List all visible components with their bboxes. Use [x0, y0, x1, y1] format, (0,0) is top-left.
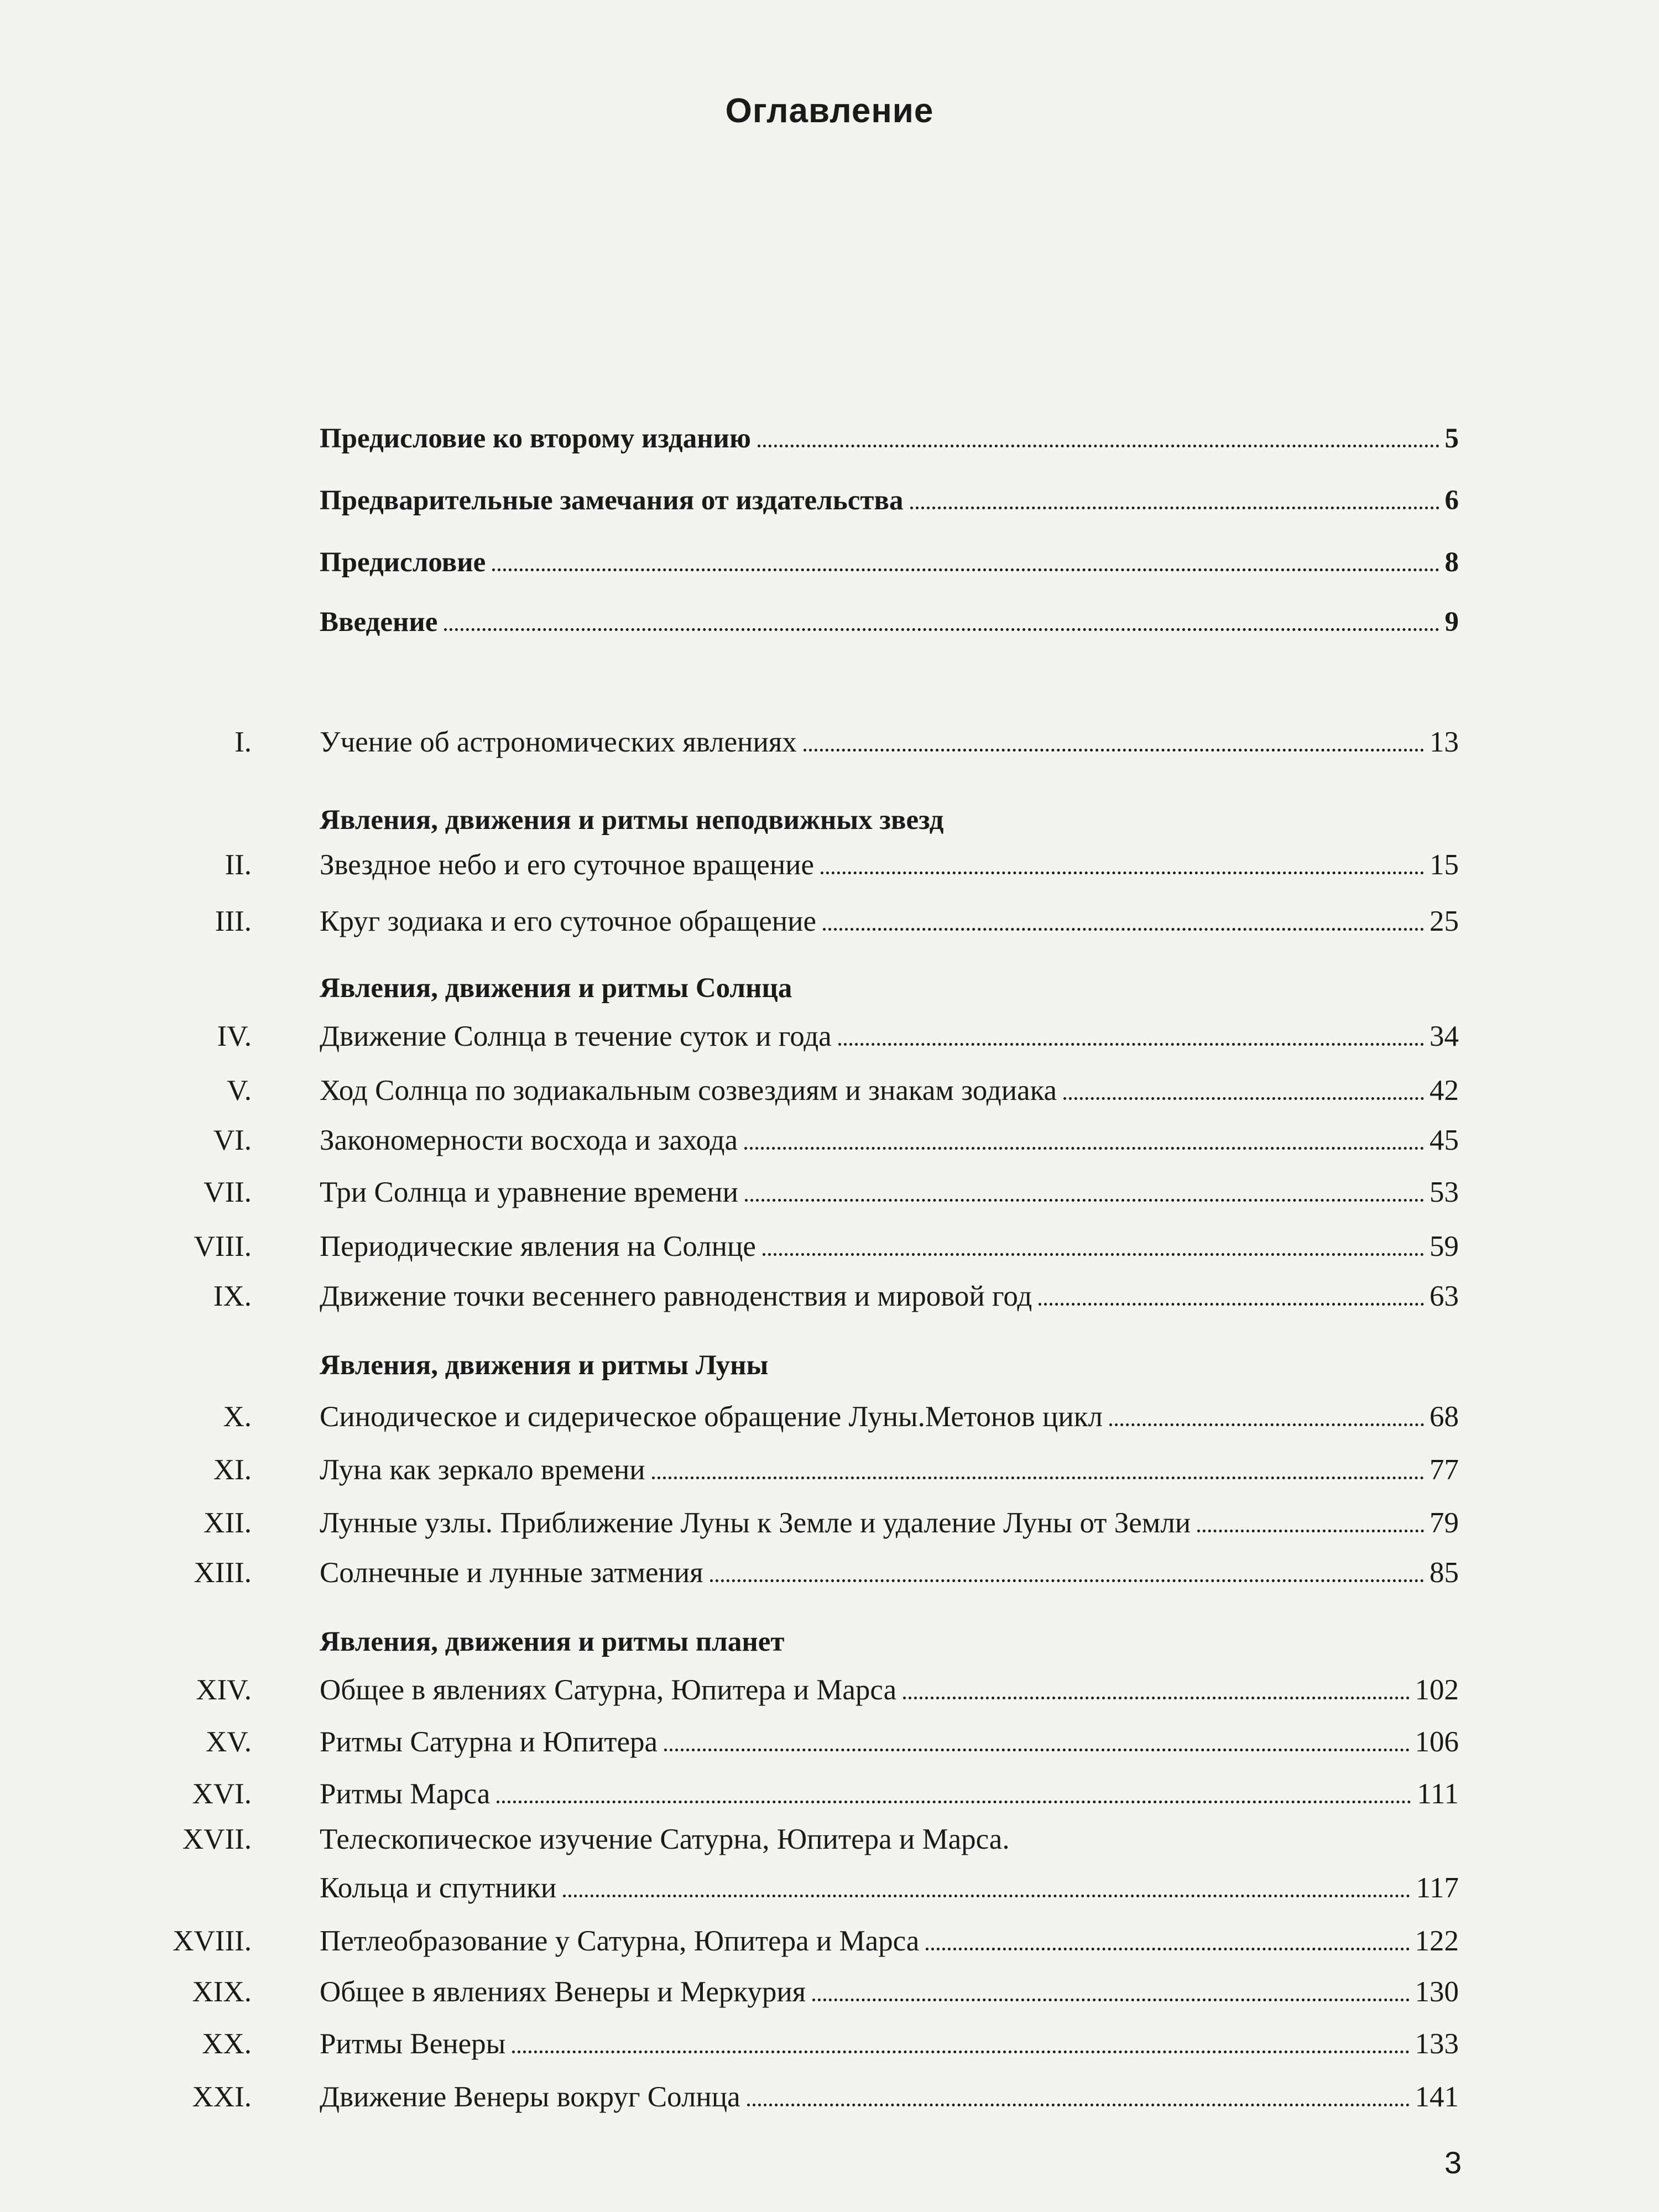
chapter-number: X.: [223, 1401, 252, 1433]
toc-entry-title: Круг зодиака и его суточное обращение: [320, 905, 817, 937]
chapter-number: VIII.: [194, 1230, 252, 1262]
dot-leader: [1109, 1423, 1424, 1426]
toc-entry-title: Движение точки весеннего равноденствия и мировой год: [320, 1280, 1032, 1312]
toc-entry[interactable]: [0, 597, 1659, 641]
toc-entry-first-line[interactable]: [0, 1815, 1659, 1859]
toc-page-number: 13: [1430, 726, 1459, 758]
toc-entry[interactable]: [0, 1917, 1659, 1961]
toc-entry-title: Периодические явления на Солнце: [320, 1230, 756, 1262]
toc-entry-title: Звездное небо и его суточное вращение: [320, 849, 815, 881]
toc-entry[interactable]: [0, 1446, 1659, 1490]
toc-page-number: 102: [1415, 1674, 1459, 1706]
toc-entry[interactable]: [0, 1066, 1659, 1110]
toc-entry-title: Введение: [320, 607, 438, 638]
toc-page-number: 59: [1430, 1230, 1459, 1262]
toc-page-number: 77: [1430, 1454, 1459, 1486]
toc-entry[interactable]: [0, 1168, 1659, 1212]
chapter-number: XXI.: [192, 2081, 252, 2113]
toc-page-number: 25: [1430, 905, 1459, 937]
chapter-number: XVIII.: [173, 1925, 252, 1957]
toc-page-number: 6: [1444, 485, 1459, 516]
toc-entry[interactable]: [0, 2020, 1659, 2064]
toc-entry-title: Солнечные и лунные затмения: [320, 1557, 703, 1589]
toc-entry-title: Предисловие ко второму изданию: [320, 423, 751, 454]
toc-entry-title: Движение Венеры вокруг Солнца: [320, 2081, 740, 2113]
toc-entry[interactable]: [0, 1666, 1659, 1710]
toc-entry[interactable]: [0, 1770, 1659, 1814]
dot-leader: [926, 1948, 1409, 1950]
toc-page-number: 42: [1430, 1074, 1459, 1107]
chapter-number: IV.: [217, 1020, 252, 1052]
dot-leader: [823, 928, 1424, 931]
dot-leader: [1039, 1303, 1424, 1306]
toc-page-number: 111: [1417, 1778, 1459, 1810]
dot-leader: [744, 1147, 1424, 1150]
chapter-number: XIX.: [192, 1976, 252, 2008]
dot-leader: [1197, 1530, 1424, 1532]
toc-entry-title: Предварительные замечания от издательства: [320, 485, 904, 516]
toc-entry[interactable]: [0, 1864, 1659, 1908]
toc-page-number: 63: [1430, 1280, 1459, 1312]
dot-leader: [812, 1999, 1409, 2001]
section-heading: Явления, движения и ритмы планет: [320, 1626, 785, 1657]
dot-leader: [563, 1895, 1410, 1897]
section-heading-row: [0, 1340, 1659, 1385]
toc-page-number: 9: [1444, 607, 1459, 638]
section-heading: Явления, движения и ритмы неподвижных звезд: [320, 805, 944, 836]
chapter-number: XVI.: [192, 1778, 252, 1810]
section-heading-row: [0, 963, 1659, 1008]
toc-entry-title: Ход Солнца по зодиакальным созвездиям и знакам зодиака: [320, 1074, 1057, 1107]
section-heading-row: [0, 795, 1659, 839]
toc-entry[interactable]: [0, 538, 1659, 582]
toc-entry[interactable]: [0, 1012, 1659, 1056]
toc-page-number: 53: [1430, 1176, 1459, 1208]
toc-entry-title: Предисловие: [320, 547, 486, 578]
toc-entry[interactable]: [0, 1272, 1659, 1316]
toc-page-number: 8: [1444, 547, 1459, 578]
dot-leader: [1063, 1097, 1424, 1100]
toc-page-number: 130: [1415, 1976, 1459, 2008]
toc-entry[interactable]: [0, 1968, 1659, 2012]
toc-entry[interactable]: [0, 1548, 1659, 1593]
dot-leader: [763, 1253, 1424, 1256]
toc-page-number: 79: [1430, 1507, 1459, 1539]
toc-entry-title: Ритмы Сатурна и Юпитера: [320, 1726, 658, 1758]
dot-leader: [903, 1697, 1409, 1699]
dot-leader: [497, 1801, 1411, 1803]
toc-page-number: 5: [1444, 423, 1459, 454]
toc-page-number: 15: [1430, 849, 1459, 881]
toc-entry-title-continued: Кольца и спутники: [320, 1872, 557, 1904]
dot-leader: [745, 1199, 1424, 1202]
chapter-number: III.: [215, 905, 252, 937]
dot-leader: [444, 628, 1439, 631]
toc-entry-title: Общее в явлениях Венеры и Меркурия: [320, 1976, 806, 2008]
chapter-number: XI.: [213, 1454, 252, 1486]
chapter-number: II.: [225, 849, 252, 881]
toc-entry-title: Ритмы Венеры: [320, 2028, 506, 2060]
toc-page-number: 45: [1430, 1124, 1459, 1156]
toc-entry-title: Телескопическое изучение Сатурна, Юпитера и Марса.: [320, 1823, 1010, 1855]
dot-leader: [652, 1477, 1424, 1479]
chapter-number: IX.: [213, 1280, 252, 1312]
toc-page-number: 68: [1430, 1401, 1459, 1433]
toc-page-number: 85: [1430, 1557, 1459, 1589]
toc-entry-title: Лунные узлы. Приближение Луны к Земле и удаление Луны от Земли: [320, 1507, 1191, 1539]
dot-leader: [492, 568, 1439, 571]
toc-entry[interactable]: [0, 414, 1659, 458]
page-title: Оглавление: [725, 92, 934, 130]
chapter-number: V.: [227, 1074, 252, 1107]
chapter-number: VII.: [204, 1176, 252, 1208]
toc-entry[interactable]: [0, 1392, 1659, 1437]
dot-leader: [758, 445, 1439, 447]
toc-entry[interactable]: [0, 1718, 1659, 1762]
toc-entry-title: Общее в явлениях Сатурна, Юпитера и Марса: [320, 1674, 897, 1706]
toc-entry-title: Учение об астрономических явлениях: [320, 726, 797, 758]
toc-entry[interactable]: [0, 1222, 1659, 1266]
dot-leader: [804, 749, 1424, 752]
toc-entry[interactable]: [0, 841, 1659, 885]
dot-leader: [710, 1579, 1424, 1582]
toc-page-number: 106: [1415, 1726, 1459, 1758]
toc-entry[interactable]: [0, 476, 1659, 520]
toc-entry[interactable]: [0, 1499, 1659, 1543]
dot-leader: [512, 2051, 1409, 2053]
chapter-number: XII.: [204, 1507, 252, 1539]
toc-entry-title: Ритмы Марса: [320, 1778, 491, 1810]
dot-leader: [821, 872, 1424, 874]
section-heading: Явления, движения и ритмы Солнца: [320, 973, 792, 1004]
dot-leader: [910, 507, 1439, 509]
chapter-number: XX.: [202, 2028, 252, 2060]
page-number: 3: [1444, 2145, 1462, 2180]
chapter-number: XV.: [206, 1726, 252, 1758]
chapter-number: I.: [234, 726, 252, 758]
toc-entry-title: Петлеобразование у Сатурна, Юпитера и Марса: [320, 1925, 920, 1957]
chapter-number: XIV.: [196, 1674, 252, 1706]
toc-entry-title: Три Солнца и уравнение времени: [320, 1176, 738, 1208]
section-heading: Явления, движения и ритмы Луны: [320, 1350, 769, 1381]
chapter-number: VI.: [213, 1124, 252, 1156]
toc-entry-title: Синодическое и сидерическое обращение Луны.Метонов цикл: [320, 1401, 1103, 1433]
toc-entry-title: Движение Солнца в течение суток и года: [320, 1020, 832, 1052]
chapter-number: XVII.: [182, 1823, 252, 1855]
toc-entry[interactable]: [0, 2073, 1659, 2117]
toc-entry[interactable]: [0, 1116, 1659, 1160]
dot-leader: [747, 2104, 1410, 2106]
toc-entry-title: Луна как зеркало времени: [320, 1454, 645, 1486]
toc-page-number: 117: [1416, 1872, 1459, 1904]
toc-entry[interactable]: [0, 718, 1659, 762]
toc-page-number: 141: [1415, 2081, 1459, 2113]
toc-entry-title: Закономерности восхода и захода: [320, 1124, 738, 1156]
section-heading-row: [0, 1617, 1659, 1661]
toc-page-number: 133: [1415, 2028, 1459, 2060]
dot-leader: [664, 1749, 1409, 1751]
toc-page-number: 34: [1430, 1020, 1459, 1052]
dot-leader: [838, 1043, 1424, 1046]
toc-entry[interactable]: [0, 897, 1659, 941]
toc-page-number: 122: [1415, 1925, 1459, 1957]
chapter-number: XIII.: [194, 1557, 252, 1589]
